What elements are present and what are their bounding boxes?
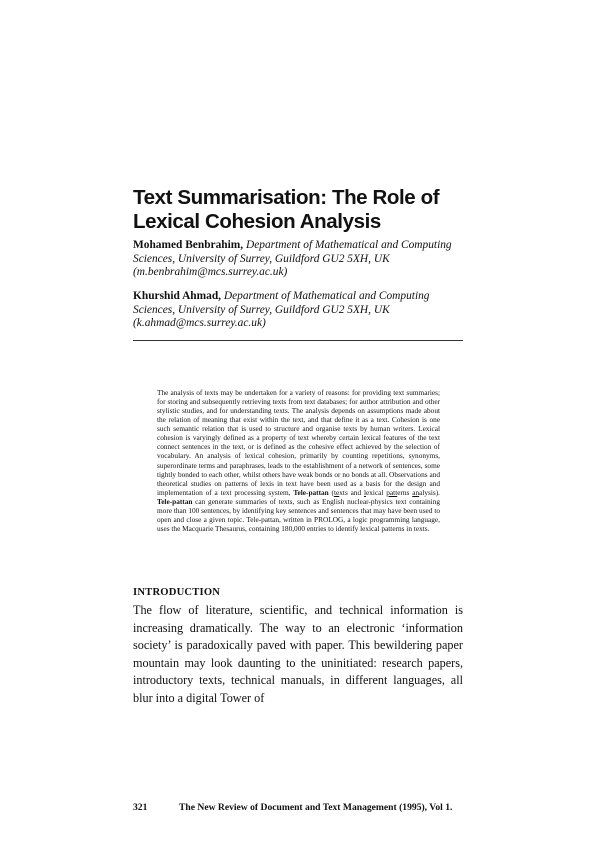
abstract [157, 388, 440, 533]
author-affiliation: Department of Mathematical and Computing Sciences, University of Surrey, Guildford GU2 5XH, UK [133, 290, 430, 316]
acronym-letter: an [412, 487, 420, 497]
header-divider [133, 340, 463, 341]
acronym-rest: xts and [339, 487, 364, 497]
introduction-paragraph: The flow of literature, scientific, and technical information is increasing dramatically. The way to an electronic ‘information society’ is paradoxically paved with paper. This bewildering paper mountain may look daunting to the uninitiated: research papers, introductory texts, technical manuals, in different languages, all blur into a digital Tower of [133, 603, 463, 705]
abstract-text-2: can generate summaries of texts, such as English nuclear-physics text containing more than 100 sentences, by identifying key sentences and sentences that may have been used to open and close a given topic. Tele-pattan, written in PROLOG, a logic programming language, uses the Macquarie Thesaurus, containing 180,000 entries to identify lexical patterns in texts. [157, 496, 440, 533]
acronym-letter: patt [386, 487, 398, 497]
system-name: Tele-pattan [157, 496, 193, 506]
abstract-paren: ). [435, 487, 440, 497]
abstract-paren: ( [328, 487, 334, 497]
author-block-2 [133, 290, 473, 331]
acronym-rest: erns [397, 487, 413, 497]
abstract-text-1: The analysis of texts may be undertaken for a variety of reasons: for providing text summaries; for storing and subsequently retrieving texts from text databases; for author attribution and other stylistic studies, and for understanding texts. The analysis depends on assumptions made about the relation of meaning that exist within the text, and that define it as a text. Cohesion is one such semantic relation that is used to structure and organise texts by human writers. Lexical cohesion is varyingly defined as a property of text whereby certain lexical features of the text connect sentences in the text, or is defined as the cohesive effect achieved by the selection of vocabulary. An analysis of lexical cohesion, primarily by counting repetitions, synonyms, superordinate terms and paraphrases, leads to the establishment of a network of sentences, some tightly bonded to each other, whilst others have weak bonds or no bonds at all. Observations and theoretical studies on patterns of lexis in text have been used as a basis for the design and implementation of a text processing system, [157, 388, 440, 497]
author-block-1 [133, 239, 473, 280]
author-email: (m.benbrahim@mcs.surrey.ac.uk) [133, 266, 288, 278]
paper-title [133, 186, 473, 234]
title-line-2: Lexical Cohesion Analysis [133, 210, 381, 233]
acronym-rest: exical [366, 487, 387, 497]
author-email: (k.ahmad@mcs.surrey.ac.uk) [133, 317, 266, 329]
author-affiliation: Department of Mathematical and Computing Sciences, University of Surrey, Guildford GU2 5XH, UK [133, 239, 452, 265]
author-name: Khurshid Ahmad, [133, 290, 221, 302]
author-name: Mohamed Benbrahim, [133, 239, 244, 251]
section-heading-introduction: INTRODUCTION [133, 587, 221, 598]
journal-citation: The New Review of Document and Text Management (1995), Vol 1. [179, 802, 453, 813]
acronym-rest: alysis [419, 487, 436, 497]
acronym-letter: te [334, 487, 340, 497]
page-number: 321 [133, 802, 148, 813]
title-line-1: Text Summarisation: The Role of [133, 186, 440, 209]
acronym-letter: l [364, 487, 367, 497]
system-name: Tele-pattan [293, 487, 329, 497]
